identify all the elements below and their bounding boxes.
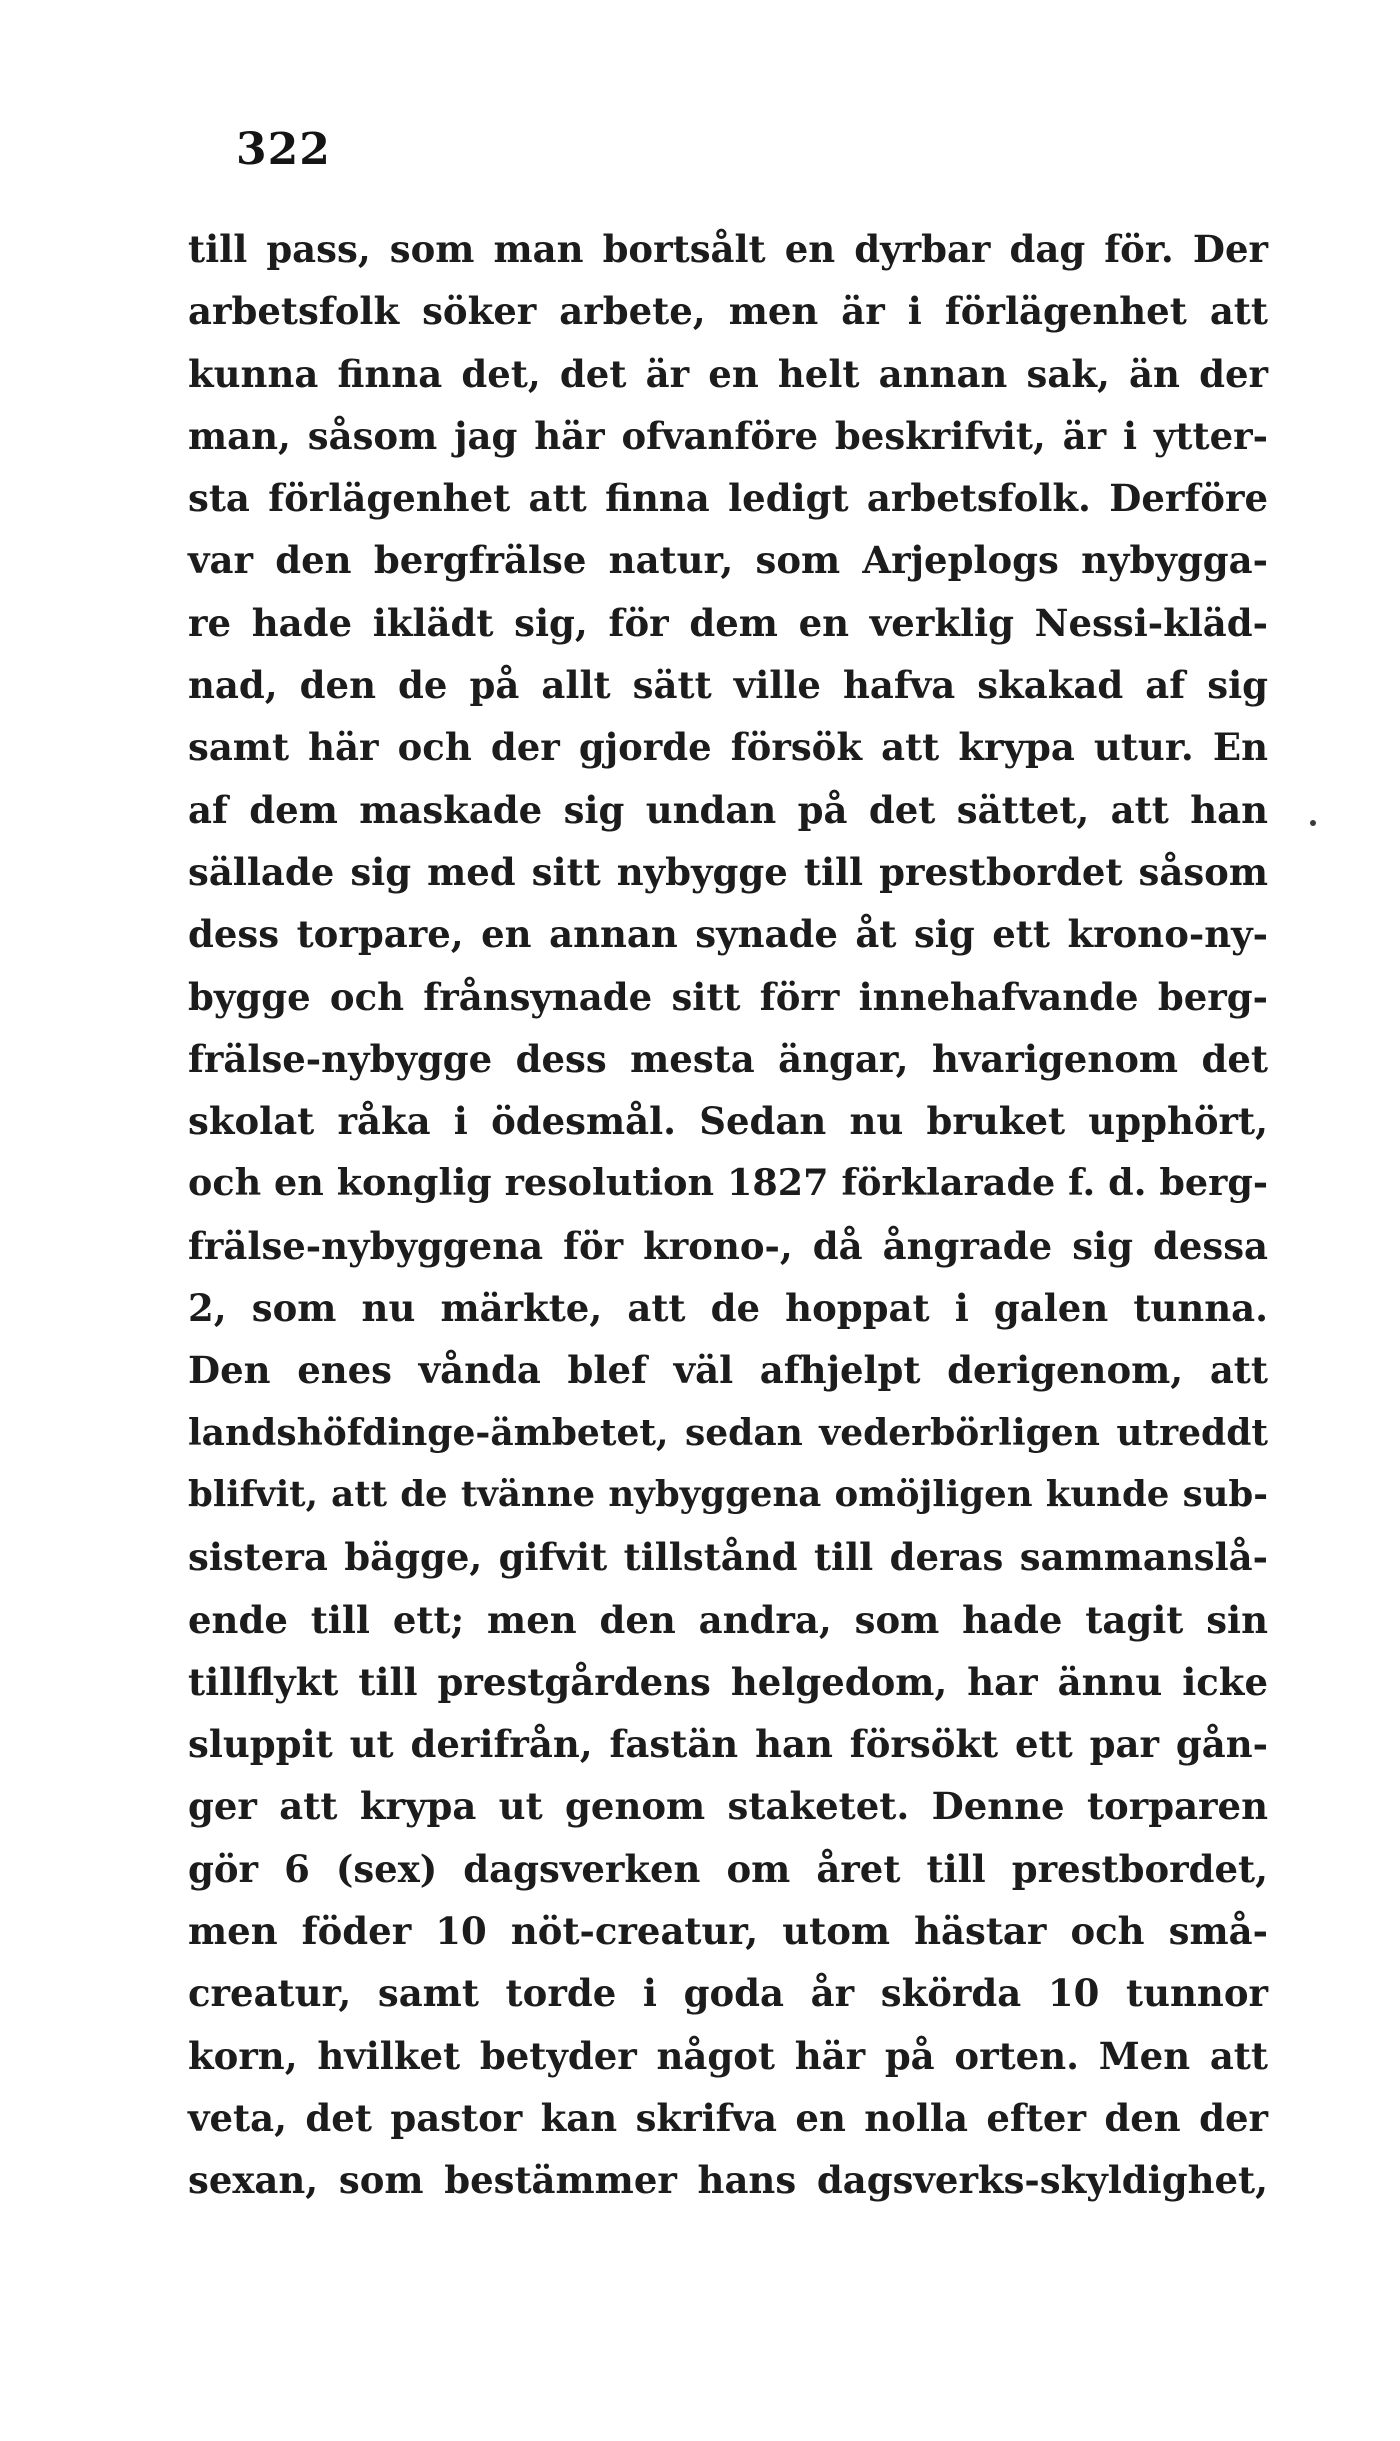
text-line: sluppit ut derifrån, fastän han försökt ett par gån- <box>188 1722 1268 1767</box>
text-line: bygge och frånsynade sitt förr innehafvande berg- <box>188 974 1268 1019</box>
body-text <box>188 218 1268 2212</box>
text-line: 2, som nu märkte, att de hoppat i galen tunna. <box>188 1286 1268 1331</box>
text-line: kunna finna det, det är en helt annan sak, än der <box>188 351 1268 396</box>
text-line: arbetsfolk söker arbete, men är i förlägenhet att <box>188 289 1268 334</box>
text-line: veta, det pastor kan skrifva en nolla efter den der <box>188 2095 1268 2140</box>
text-line: sällade sig med sitt nybygge till prestbordet såsom <box>188 849 1268 894</box>
text-line: sta förlägenhet att finna ledigt arbetsfolk. Derföre <box>188 476 1268 521</box>
text-line: af dem maskade sig undan på det sättet, att han <box>188 787 1268 832</box>
text-line: samt här och der gjorde försök att krypa utur. En <box>188 725 1268 770</box>
text-line: frälse-nybyggena för krono-, då ångrade sig dessa <box>188 1223 1268 1268</box>
text-line: man, såsom jag här ofvanföre beskrifvit, är i ytter- <box>188 413 1268 458</box>
text-line: sexan, som bestämmer hans dagsverks-skyldighet, <box>188 2158 1268 2203</box>
text-line: skolat råka i ödesmål. Sedan nu bruket upphört, <box>188 1099 1268 1144</box>
text-line: korn, hvilket betyder något här på orten. Men att <box>188 2033 1268 2078</box>
text-line: och en konglig resolution 1827 förklarade f. d. berg- <box>188 1161 1268 1205</box>
text-line: till pass, som man bortsålt en dyrbar dag för. Der <box>188 227 1268 271</box>
text-line: ger att krypa ut genom staketet. Denne torparen <box>188 1784 1268 1829</box>
text-line: tillflykt till prestgårdens helgedom, har ännu icke <box>188 1659 1268 1704</box>
text-line: sistera bägge, gifvit tillstånd till deras sammanslå- <box>188 1535 1268 1580</box>
text-line: landshöfdinge-ämbetet, sedan vederbörligen utreddt <box>188 1411 1268 1454</box>
text-line: nad, den de på allt sätt ville hafva skakad af sig <box>188 663 1268 708</box>
text-line: var den bergfrälse natur, som Arjeplogs nybygga- <box>188 538 1268 583</box>
text-line: dess torpare, en annan synade åt sig ett krono-ny- <box>188 912 1268 957</box>
text-line: re hade iklädt sig, för dem en verklig Nessi-kläd- <box>188 600 1268 645</box>
text-line: gör 6 (sex) dagsverken om året till prestbordet, <box>188 1846 1268 1891</box>
text-line: frälse-nybygge dess mesta ängar, hvarigenom det <box>188 1036 1268 1081</box>
text-line: blifvit, att de tvänne nybyggena omöjligen kunde sub- <box>188 1473 1268 1515</box>
text-line: creatur, samt torde i goda år skörda 10 tunnor <box>188 1971 1268 2016</box>
page-number: 322 <box>236 124 331 175</box>
text-line: ende till ett; men den andra, som hade tagit sin <box>188 1597 1268 1642</box>
text-line: men föder 10 nöt-creatur, utom hästar och små- <box>188 1909 1268 1954</box>
text-line: Den enes vånda blef väl afhjelpt derigenom, att <box>188 1348 1268 1393</box>
ink-speck <box>1310 820 1316 826</box>
